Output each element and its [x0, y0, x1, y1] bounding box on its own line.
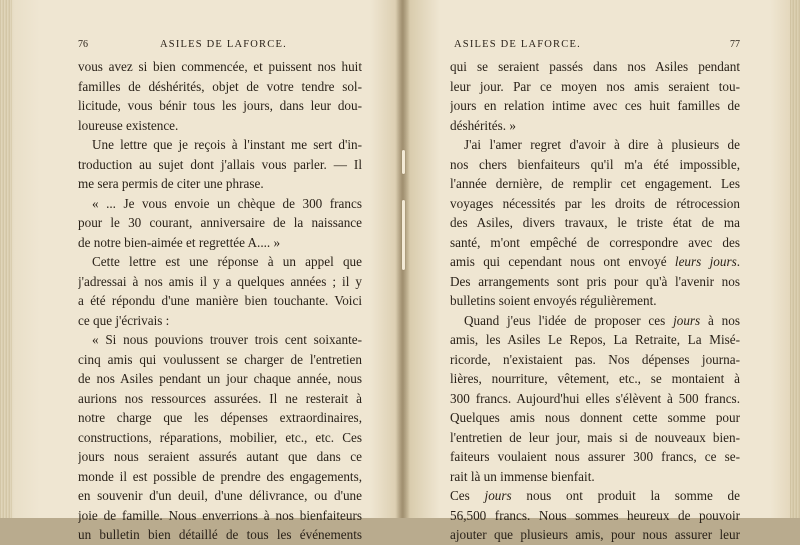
text-line: cinq amis qui voulussent se charger de l'entretien [78, 351, 362, 367]
page-edges-right [790, 0, 800, 518]
text-line: lières, nourriture, vêtement, etc., se montaient à [450, 371, 740, 386]
text-line: Cette lettre est une réponse à un appel que [92, 254, 362, 269]
text-line: Ces jours nous ont produit la somme de [450, 488, 740, 503]
text-line: leur jour. Par ce moyen nos amis seraient tou- [450, 78, 740, 94]
binding-thread [402, 200, 405, 270]
text-line: des Asiles, divers travaux, le triste état de ma [450, 215, 740, 230]
text-line: un bulletin bien détaillé de tous les événements [78, 527, 362, 542]
text-line: déshérités. » [450, 117, 516, 133]
right-page [450, 0, 740, 542]
text-line: amis qui cependant nous ont envoyé leurs jours. [450, 254, 740, 269]
page-number: 77 [730, 39, 740, 50]
text-line: loureuse existence. [78, 117, 179, 133]
text-line: rait là un immense bienfait. [450, 468, 595, 484]
text-line: notre charge que les dépenses extraordinaires, [78, 410, 362, 425]
text-line: « ... Je vous envoie un chèque de 300 francs [92, 195, 362, 211]
text-line: a été répondu d'une manière bien touchante. Voici [78, 293, 362, 308]
text-line: 56,500 francs. Nous sommes heureux de pouvoir [450, 507, 740, 523]
text-line: bulletins soient envoyés régulièrement. [450, 293, 657, 308]
text-line: l'année dernière, de remplir cet engagement. Les [450, 176, 740, 191]
text-line: de notre bien-aimée et regrettée A.... » [78, 234, 281, 250]
right-page-header [450, 39, 740, 53]
running-head: ASILES DE LAFORCE. [160, 39, 287, 50]
text-line: qui se seraient passés dans nos Asiles pendant [450, 59, 740, 74]
text-line: santé, m'ont empêché de correspondre avec des [450, 234, 740, 250]
text-line: j'adressai à nos amis il y a quelques années ; il y [78, 273, 362, 289]
text-line: voyages nécessités par les droits de rétrocession [450, 195, 740, 211]
binding-thread [402, 150, 405, 174]
text-line: vous avez si bien commencée, et puissent nos huit [78, 59, 362, 74]
text-line: joie de famille. Nous enverrions à nos bienfaiteurs [78, 507, 362, 523]
text-line: Quelques amis nous donnent cette somme pour [450, 410, 740, 425]
text-line: troduction au sujet dont j'allais vous parler. — Il [78, 156, 362, 172]
text-line: monde il est possible de prendre des engagements, [78, 468, 362, 484]
text-line: 300 francs. Aujourd'hui elles s'élèvent à 500 francs. [450, 390, 740, 406]
text-line: Quand j'eus l'idée de proposer ces jours à nos [464, 312, 740, 328]
text-line: l'entretien de leur jour, mais si de nouveaux bien- [450, 429, 740, 445]
text-line: faiteurs voulaient nous assurer 300 francs, ce se- [450, 449, 740, 464]
running-head: ASILES DE LAFORCE. [454, 39, 581, 50]
text-line: Une lettre que je reçois à l'instant me sert d'in- [92, 137, 362, 152]
text-line: me sera permis de citer une phrase. [78, 176, 264, 191]
text-line: pour le 30 courant, anniversaire de la naissance [78, 215, 362, 230]
text-line: amis, les Asiles Le Repos, La Retraite, La Misé- [450, 332, 740, 347]
text-line: nos chers bienfaiteurs qu'il m'a été impossible, [450, 156, 740, 172]
text-line: jours en relation intime avec ces huit familles de [450, 98, 740, 113]
page-edges-left [0, 0, 12, 518]
text-line: en souvenir d'un deuil, d'une délivrance, ou d'une [78, 488, 362, 503]
text-line: ajouter que plusieurs amis, pour nous assurer leur [450, 527, 740, 542]
text-line: jours nous seraient assurés autant que dans ce [78, 449, 362, 464]
left-page [78, 0, 362, 542]
left-page-header [78, 39, 362, 53]
text-line: constructions, réparations, mobilier, etc., etc. Ces [78, 429, 362, 445]
text-line: ce que j'écrivais : [78, 312, 170, 328]
text-line: aurions nos ressources assurées. Il ne resterait à [78, 390, 362, 406]
text-line: « Si nous pouvions trouver trois cent soixante- [92, 332, 362, 347]
left-page-text [78, 57, 362, 545]
text-line: familles de déshérités, objet de votre tendre sol- [78, 78, 362, 94]
text-line: de nos Asiles pendant un jour chaque année, nous [78, 371, 362, 386]
right-page-text [450, 57, 740, 545]
text-line: Des arrangements sont pris pour qu'à l'avenir nos [450, 273, 740, 289]
text-line: licitude, vous bénir tous les jours, dans leur dou- [78, 98, 362, 113]
page-number: 76 [78, 39, 88, 50]
text-line: ricorde, n'existaient pas. Nos dépenses journa- [450, 351, 740, 367]
text-line: J'ai l'amer regret d'avoir à dire à plusieurs de [464, 137, 740, 152]
